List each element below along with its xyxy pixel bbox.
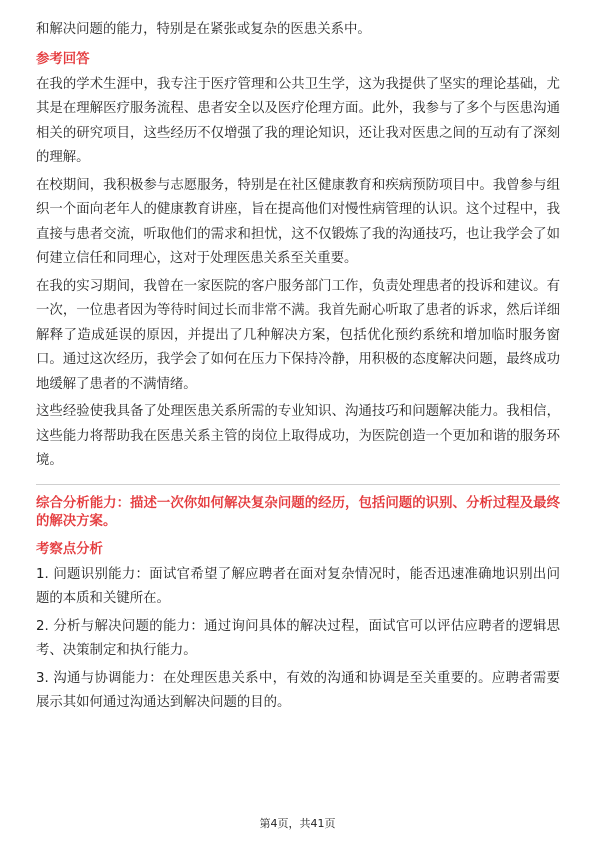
analysis-point-3: 3. 沟通与协调能力：在处理医患关系中，有效的沟通和协调是至关重要的。应聘者需要展示其如何通过沟通达到解决问题的目的。 xyxy=(36,670,560,710)
answer-label: 参考回答 xyxy=(36,51,90,67)
analysis-point-1: 1. 问题识别能力：面试官希望了解应聘者在面对复杂情况时，能否迅速准确地识别出问题的本质和关键所在。 xyxy=(36,566,560,606)
page-number: 第4页，共41页 xyxy=(259,817,336,830)
answer-paragraph-3: 在我的实习期间，我曾在一家医院的客户服务部门工作，负责处理患者的投诉和建议。有一次，一位患者因为等待时间过长而非常不满。我首先耐心听取了患者的诉求，然后详细解释了造成延误的原因，并提出了几种解决方案，包括优化预约系统和增加临时服务窗口。通过这次经历，我学会了如何在压力下保持冷静，用积极的态度解决问题，最终成功地缓解了患者的不满情绪。 xyxy=(36,278,560,392)
section-divider xyxy=(36,484,560,485)
page-content xyxy=(36,18,560,719)
answer-paragraph-2: 在校期间，我积极参与志愿服务，特别是在社区健康教育和疾病预防项目中。我曾参与组织一个面向老年人的健康教育讲座，旨在提高他们对慢性病管理的认识。这个过程中，我直接与患者交流，听取他们的需求和担忧，这不仅锻炼了我的沟通技巧，也让我学会了如何建立信任和同理心，这对于处理医患关系至关重要。 xyxy=(36,177,560,266)
answer-paragraph-1: 在我的学术生涯中，我专注于医疗管理和公共卫生学，这为我提供了坚实的理论基础，尤其是在理解医疗服务流程、患者安全以及医疗伦理方面。此外，我参与了多个与医患沟通相关的研究项目，这些经历不仅增强了我的理论知识，还让我对医患之间的互动有了深刻的理解。 xyxy=(36,76,560,165)
question-heading: 综合分析能力：描述一次你如何解决复杂问题的经历，包括问题的识别、分析过程及最终的解决方案。 xyxy=(36,495,560,529)
analysis-point-2: 2. 分析与解决问题的能力：通过询问具体的解决过程，面试官可以评估应聘者的逻辑思考、决策制定和执行能力。 xyxy=(36,618,560,658)
analysis-label: 考察点分析 xyxy=(36,541,103,557)
answer-paragraph-4: 这些经验使我具备了处理医患关系所需的专业知识、沟通技巧和问题解决能力。我相信，这些能力将帮助我在医患关系主管的岗位上取得成功，为医院创造一个更加和谐的服务环境。 xyxy=(36,404,560,468)
intro-line: 和解决问题的能力，特别是在紧张或复杂的医患关系中。 xyxy=(36,22,371,37)
